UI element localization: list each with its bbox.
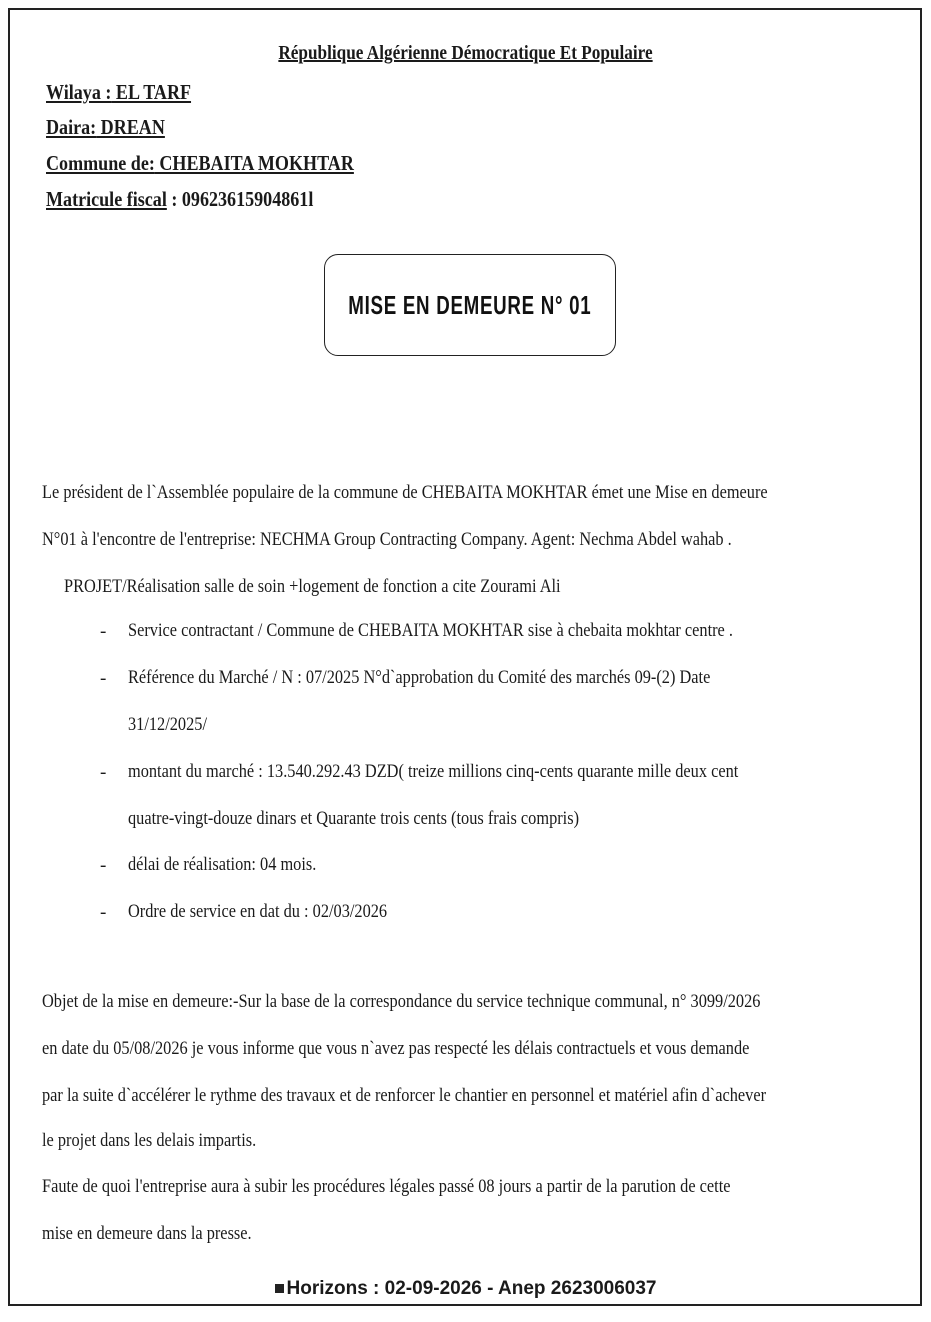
bullet-service-contractant: Service contractant / Commune de CHEBAITA MOKHTAR sise à chebaita mokhtar centre . (128, 620, 733, 641)
bullet-dash: - (100, 621, 107, 642)
commune-value: CHEBAITA MOKHTAR (154, 151, 354, 175)
intro-line-1: Le président de l`Assemblée populaire de la commune de CHEBAITA MOKHTAR émet une Mise en demeure (42, 482, 768, 503)
commune-label: Commune de: (46, 151, 155, 175)
square-bullet-icon (275, 1284, 284, 1293)
bullet-ordre-service: Ordre de service en dat du : 02/03/2026 (128, 901, 388, 922)
project-line: PROJET/Réalisation salle de soin +logement de fonction a cite Zourami Ali (64, 576, 561, 597)
footer-text: Horizons : 02-09-2026 - Anep 2623006037 (286, 1278, 657, 1299)
wilaya-value: EL TARF (111, 80, 192, 104)
publication-footer (0, 1278, 931, 1300)
objet-line-1: Objet de la mise en demeure:-Sur la base de la correspondance du service technique communal, n° 3099/2026 (42, 991, 761, 1012)
matricule-line (46, 187, 313, 212)
objet-line-5: Faute de quoi l'entreprise aura à subir les procédures légales passé 08 jours a partir de la parution de cette (42, 1176, 731, 1197)
daira-line (46, 115, 165, 140)
republic-heading: République Algérienne Démocratique Et Populaire (278, 42, 653, 64)
objet-line-6: mise en demeure dans la presse. (42, 1223, 252, 1244)
bullet-dash: - (100, 902, 107, 923)
bullet-dash: - (100, 668, 107, 689)
objet-line-2: en date du 05/08/2026 je vous informe que vous n`avez pas respecté les délais contractuels et vous demande (42, 1038, 750, 1059)
title-box (324, 254, 616, 356)
wilaya-line (46, 80, 191, 105)
daira-label: Daira: (46, 115, 97, 139)
bullet-montant: montant du marché : 13.540.292.43 DZD( treize millions cinq-cents quarante mille deux cent (128, 761, 739, 782)
objet-line-3: par la suite d`accélérer le rythme des travaux et de renforcer le chantier en personnel et matériel afin d`achever (42, 1085, 767, 1106)
document-title: MISE EN DEMEURE N° 01 (348, 289, 592, 320)
matricule-label: Matricule fiscal (46, 187, 167, 211)
objet-line-4: le projet dans les delais impartis. (42, 1130, 257, 1151)
matricule-value: : 09623615904861l (166, 187, 314, 211)
commune-line (46, 151, 354, 176)
daira-value: DREAN (96, 115, 165, 139)
bullet-reference-date: 31/12/2025/ (128, 714, 207, 735)
bullet-dash: - (100, 762, 107, 783)
wilaya-label: Wilaya : (46, 80, 112, 104)
bullet-montant-cont: quatre-vingt-douze dinars et Quarante trois cents (tous frais compris) (128, 808, 580, 829)
bullet-reference-marche: Référence du Marché / N : 07/2025 N°d`approbation du Comité des marchés 09-(2) Date (128, 667, 711, 688)
bullet-dash: - (100, 855, 107, 876)
bullet-delai: délai de réalisation: 04 mois. (128, 854, 317, 875)
intro-line-2: N°01 à l'encontre de l'entreprise: NECHMA Group Contracting Company. Agent: Nechma Abdel wahab . (42, 529, 732, 550)
